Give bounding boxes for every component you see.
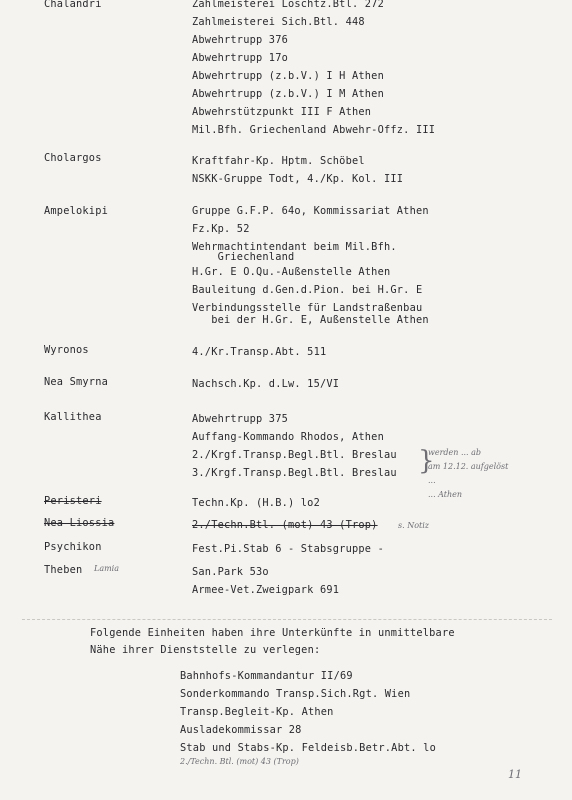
theben-note: Lamia [94,564,119,573]
unit-entry: Mil.Bfh. Griechenland Abwehr-Offz. III [192,124,436,136]
unit-entry: Abwehrtrupp 376 [192,34,288,46]
kallithea-bracket: } [418,446,435,476]
unit-entry: Griechenland [192,251,295,263]
unit-entry: Abwehrtrupp (z.b.V.) I M Athen [192,88,384,100]
unit-entry: Abwehrtrupp (z.b.V.) I H Athen [192,70,384,82]
unit-entry: 2./Techn.Btl. (mot) 43 (Trop) [192,519,378,531]
place-name: Nea Smyrna [44,376,108,388]
relocated-unit: Stab und Stabs-Kp. Feldeisb.Betr.Abt. lo [180,742,436,754]
page-number: 11 [508,768,522,781]
unit-entry: Armee-Vet.Zweigpark 691 [192,584,340,596]
notice-text: Folgende Einheiten haben ihre Unterkünfte in unmittelbare [90,627,455,639]
kallithea-note-line-1: werden ... ab [428,448,482,457]
liossia-note: s. Notiz [398,521,429,530]
unit-entry: San.Park 53o [192,566,269,578]
unit-entry: Fest.Pi.Stab 6 - Stabsgruppe - [192,543,384,555]
section-divider [22,619,552,620]
unit-entry: Abwehrtrupp 17o [192,52,288,64]
unit-entry: NSKK-Gruppe Todt, 4./Kp. Kol. III [192,173,404,185]
unit-entry: Fz.Kp. 52 [192,223,250,235]
unit-entry: Verbindungsstelle für Landstraßenbau [192,302,423,314]
unit-entry: Techn.Kp. (H.B.) lo2 [192,497,320,509]
unit-entry: H.Gr. E O.Qu.-Außenstelle Athen [192,266,391,278]
relocated-unit: Sonderkommando Transp.Sich.Rgt. Wien [180,688,411,700]
unit-entry: Zahlmeisterei Löschtz.Btl. 272 [192,0,384,10]
place-name: Chalandri [44,0,102,10]
relocated-unit: Ausladekommissar 28 [180,724,302,736]
place-name: Peristeri [44,495,102,507]
place-name: Kallithea [44,411,102,423]
place-name: Ampelokipi [44,205,108,217]
unit-entry: Zahlmeisterei Sich.Btl. 448 [192,16,365,28]
unit-entry: Auffang-Kommando Rhodos, Athen [192,431,384,443]
unit-entry: Bauleitung d.Gen.d.Pion. bei H.Gr. E [192,284,423,296]
bottom-note: 2./Techn. Btl. (mot) 43 (Trop) [180,757,299,766]
relocated-unit: Bahnhofs-Kommandantur II/69 [180,670,353,682]
unit-entry: 3./Krgf.Transp.Begl.Btl. Breslau [192,467,397,479]
unit-entry: Gruppe G.F.P. 64o, Kommissariat Athen [192,205,429,217]
unit-entry: Kraftfahr-Kp. Hptm. Schöbel [192,155,365,167]
unit-entry: Nachsch.Kp. d.Lw. 15/VI [192,378,340,390]
kallithea-note-line-2: am 12.12. aufgelöst [428,462,509,471]
place-name: Nea Liossia [44,517,115,529]
unit-entry: bei der H.Gr. E, Außenstelle Athen [192,314,429,326]
unit-entry: 2./Krgf.Transp.Begl.Btl. Breslau [192,449,397,461]
kallithea-note-line-3: ... [428,476,439,485]
unit-entry: Abwehrtrupp 375 [192,413,288,425]
kallithea-note-line-4: ... Athen [428,490,463,499]
place-name: Cholargos [44,152,102,164]
notice-text: Nähe ihrer Dienststelle zu verlegen: [90,644,321,656]
unit-entry: Abwehrstützpunkt III F Athen [192,106,372,118]
place-name: Wyronos [44,344,89,356]
place-name: Psychikon [44,541,102,553]
place-name: Theben [44,564,83,576]
relocated-unit: Transp.Begleit-Kp. Athen [180,706,334,718]
unit-entry: Wehrmachtintendant beim Mil.Bfh. [192,241,397,253]
unit-entry: 4./Kr.Transp.Abt. 511 [192,346,327,358]
